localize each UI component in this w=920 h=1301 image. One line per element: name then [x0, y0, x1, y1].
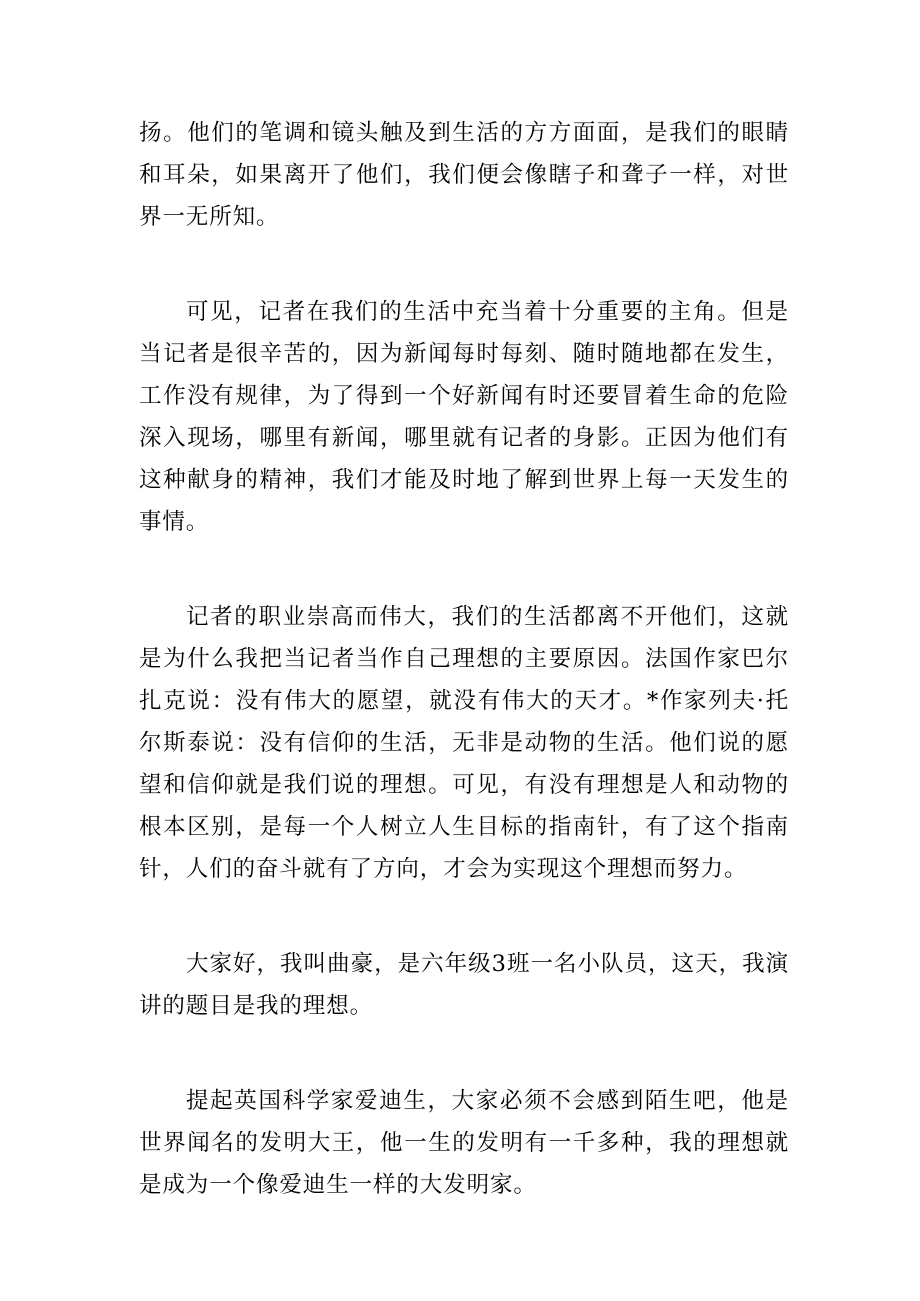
paragraph-5: 提起英国科学家爱迪生，大家必须不会感到陌生吧，他是世界闻名的发明大王，他一生的发明有一千多种，我的理想就是成为一个像爱迪生一样的大发明家。 [139, 1088, 789, 1198]
paragraph-1: 扬。他们的笔调和镜头触及到生活的方方面面，是我们的眼睛和耳朵，如果离开了他们，我们便会像瞎子和聋子一样，对世界一无所知。 [139, 120, 789, 230]
paragraph-4: 大家好，我叫曲豪，是六年级3班一名小队员，这天，我演讲的题目是我的理想。 [139, 951, 789, 1019]
paragraph-3: 记者的职业崇高而伟大，我们的生活都离不开他们，这就是为什么我把当记者当作自己理想的主要原因。法国作家巴尔扎克说：没有伟大的愿望，就没有伟大的天才。*作家列夫·托尔斯泰说：没有信仰的生活，无非是动物的生活。他们说的愿望和信仰就是我们说的理想。可见，有没有理想是人和动物的根本区别，是每一个人树立人生目标的指南针，有了这个指南针，人们的奋斗就有了方向，才会为实现这个理想而努力。 [139, 604, 789, 882]
paragraph-2: 可见，记者在我们的生活中充当着十分重要的主角。但是当记者是很辛苦的，因为新闻每时每刻、随时随地都在发生，工作没有规律，为了得到一个好新闻有时还要冒着生命的危险深入现场，哪里有新闻，哪里就有记者的身影。正因为他们有这种献身的精神，我们才能及时地了解到世界上每一天发生的事情。 [139, 299, 789, 535]
